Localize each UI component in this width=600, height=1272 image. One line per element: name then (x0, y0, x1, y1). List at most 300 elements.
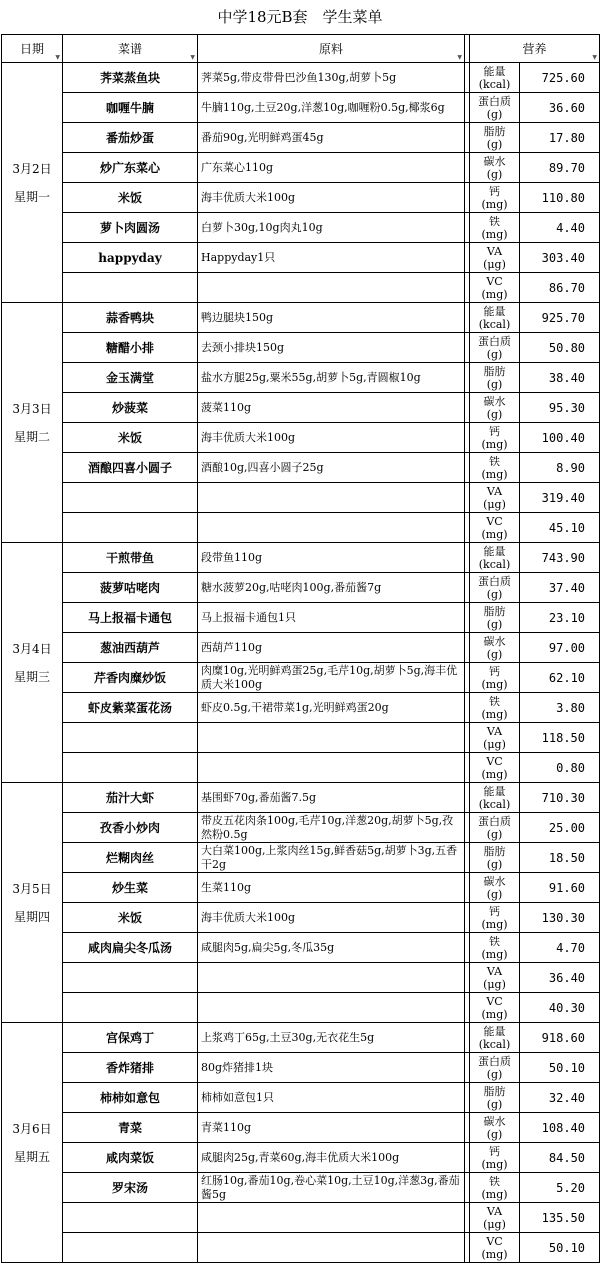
nutrient-name: 蛋白质 (478, 334, 511, 348)
nutrient-unit: (μg) (483, 497, 506, 511)
nutrient-name: VC (486, 274, 503, 288)
ingredient-cell[interactable]: 海丰优质大米100g (198, 903, 465, 933)
nutrient-name: VC (486, 1234, 503, 1248)
nutrient-label-cell[interactable] (470, 783, 520, 813)
ingredient-cell[interactable]: 荠菜5g,带皮带骨巴沙鱼130g,胡萝卜5g (198, 63, 465, 93)
dish-cell[interactable]: 荠菜蒸鱼块 (63, 63, 198, 93)
weekday-label: 星期二 (13, 429, 50, 444)
menu-row (2, 723, 600, 753)
day-cell[interactable] (2, 303, 63, 543)
ingredient-cell[interactable]: 广东菜心110g (198, 153, 465, 183)
nutrient-name: 蛋白质 (478, 574, 511, 588)
dish-cell[interactable]: 柿柿如意包 (63, 1083, 198, 1113)
nutrient-unit: (μg) (483, 737, 506, 751)
nutrient-name: 脂肪 (483, 844, 506, 858)
menu-row (2, 903, 600, 933)
nutrient-name: 碳水 (483, 634, 506, 648)
menu-row (2, 603, 600, 633)
nutrient-value-cell[interactable]: 50.10 (520, 1053, 600, 1083)
filter-icon[interactable]: ▼ (457, 54, 462, 61)
menu-row (2, 303, 600, 333)
header-dish[interactable]: 菜谱 ▼ (63, 35, 198, 63)
nutrient-unit: (mg) (481, 677, 508, 691)
ingredient-cell[interactable]: 牛腩110g,土豆20g,洋葱10g,咖喱粉0.5g,椰浆6g (198, 93, 465, 123)
ingredient-cell[interactable]: 肉糜10g,光明鲜鸡蛋25g,毛芹10g,胡萝卜5g,海丰优质大米100g (198, 663, 465, 693)
nutrient-label-cell[interactable] (470, 483, 520, 513)
nutrient-label-cell[interactable] (470, 1053, 520, 1083)
ingredient-cell[interactable]: 海丰优质大米100g (198, 183, 465, 213)
nutrient-label-cell[interactable] (470, 1233, 520, 1263)
nutrient-name: VC (486, 994, 503, 1008)
nutrient-name: 钙 (489, 904, 500, 918)
nutrient-label-cell[interactable] (470, 273, 520, 303)
menu-row (2, 873, 600, 903)
nutrient-value-cell[interactable]: 743.90 (520, 543, 600, 573)
nutrient-label-cell[interactable] (470, 573, 520, 603)
filter-icon[interactable]: ▼ (190, 54, 195, 61)
menu-row (2, 333, 600, 363)
dish-cell[interactable]: 米饭 (63, 183, 198, 213)
menu-table (1, 34, 600, 1263)
nutrient-value-cell[interactable]: 108.40 (520, 1113, 600, 1143)
menu-row (2, 153, 600, 183)
nutrient-value-cell[interactable]: 89.70 (520, 153, 600, 183)
nutrient-label-cell[interactable] (470, 363, 520, 393)
nutrient-label-cell[interactable] (470, 213, 520, 243)
header-nutrition[interactable]: 营养 ▼ (470, 35, 600, 63)
menu-row (2, 1143, 600, 1173)
nutrient-unit: (g) (486, 617, 503, 631)
dish-cell[interactable]: 马上报福卡通包 (63, 603, 198, 633)
nutrient-label-cell[interactable] (470, 873, 520, 903)
menu-row (2, 273, 600, 303)
nutrient-label-cell[interactable] (470, 633, 520, 663)
nutrient-name: VA (486, 244, 503, 258)
ingredient-cell[interactable]: Happyday1只 (198, 243, 465, 273)
nutrient-unit: (g) (486, 887, 503, 901)
menu-row (2, 483, 600, 513)
nutrient-unit: (mg) (481, 1157, 508, 1171)
dish-cell[interactable] (63, 1233, 198, 1263)
dish-cell[interactable]: 米饭 (63, 423, 198, 453)
dish-cell[interactable]: 咸肉扁尖冬瓜汤 (63, 933, 198, 963)
nutrient-name: 碳水 (483, 154, 506, 168)
nutrient-label-cell[interactable] (470, 843, 520, 873)
nutrient-name: 能量 (483, 544, 506, 558)
nutrient-name: 脂肪 (483, 604, 506, 618)
nutrient-unit: (g) (486, 1097, 503, 1111)
nutrient-value-cell[interactable]: 925.70 (520, 303, 600, 333)
dish-cell[interactable] (63, 1203, 198, 1233)
nutrient-unit: (μg) (483, 257, 506, 271)
nutrient-value-cell[interactable]: 725.60 (520, 63, 600, 93)
ingredient-cell[interactable]: 上浆鸡丁65g,土豆30g,无衣花生5g (198, 1023, 465, 1053)
ingredient-cell[interactable]: 鸭边腿块150g (198, 303, 465, 333)
menu-row (2, 543, 600, 573)
ingredient-cell[interactable] (198, 483, 465, 513)
nutrient-value-cell[interactable]: 50.80 (520, 333, 600, 363)
nutrient-name: 铁 (489, 934, 500, 948)
menu-row (2, 423, 600, 453)
nutrient-value-cell[interactable]: 84.50 (520, 1143, 600, 1173)
nutrient-value-cell[interactable]: 135.50 (520, 1203, 600, 1233)
weekday-label: 星期五 (13, 1149, 50, 1164)
nutrient-label-cell[interactable] (470, 1173, 520, 1203)
nutrient-name: 钙 (489, 1144, 500, 1158)
ingredient-cell[interactable]: 去颈小排块150g (198, 333, 465, 363)
ingredient-cell[interactable]: 带皮五花肉条100g,毛芹10g,洋葱20g,胡萝卜5g,孜然粉0.5g (198, 813, 465, 843)
page-title: 中学18元B套 学生菜单 (217, 8, 383, 26)
nutrient-value-cell[interactable]: 4.70 (520, 933, 600, 963)
nutrient-value-cell[interactable]: 5.20 (520, 1173, 600, 1203)
dish-cell[interactable]: 虾皮紫菜蛋花汤 (63, 693, 198, 723)
nutrient-value-cell[interactable]: 319.40 (520, 483, 600, 513)
dish-cell[interactable]: 香炸猪排 (63, 1053, 198, 1083)
nutrient-unit: (kcal) (478, 797, 511, 811)
dish-cell[interactable]: 菠萝咕咾肉 (63, 573, 198, 603)
date-label: 3月6日 (12, 1121, 52, 1136)
nutrient-name: 蛋白质 (478, 1054, 511, 1068)
menu-row (2, 363, 600, 393)
dish-cell[interactable] (63, 273, 198, 303)
menu-row (2, 1053, 600, 1083)
dish-cell[interactable]: 青菜 (63, 1113, 198, 1143)
nutrient-name: 钙 (489, 424, 500, 438)
ingredient-cell[interactable]: 红肠10g,番茄10g,卷心菜10g,土豆10g,洋葱3g,番茄酱5g (198, 1173, 465, 1203)
filter-icon[interactable]: ▼ (55, 54, 60, 61)
dish-cell[interactable]: 炒生菜 (63, 873, 198, 903)
nutrient-name: 能量 (483, 1024, 506, 1038)
nutrient-label-cell[interactable] (470, 423, 520, 453)
nutrient-label-cell[interactable] (470, 183, 520, 213)
nutrient-value-cell[interactable]: 710.30 (520, 783, 600, 813)
ingredient-cell[interactable] (198, 513, 465, 543)
ingredient-cell[interactable]: 酒酿10g,四喜小圆子25g (198, 453, 465, 483)
nutrient-label-cell[interactable] (470, 513, 520, 543)
dish-cell[interactable]: 孜香小炒肉 (63, 813, 198, 843)
nutrient-unit: (mg) (481, 227, 508, 241)
menu-row (2, 1083, 600, 1113)
nutrient-unit: (g) (486, 137, 503, 151)
nutrient-label-cell[interactable] (470, 123, 520, 153)
nutrient-unit: (g) (486, 407, 503, 421)
nutrient-name: 碳水 (483, 1114, 506, 1128)
dish-cell[interactable]: 宫保鸡丁 (63, 1023, 198, 1053)
ingredient-cell[interactable]: 基围虾70g,番茄酱7.5g (198, 783, 465, 813)
nutrient-value-cell[interactable]: 36.40 (520, 963, 600, 993)
dish-cell[interactable]: 芹香肉糜炒饭 (63, 663, 198, 693)
nutrient-name: 钙 (489, 664, 500, 678)
nutrient-value-cell[interactable]: 36.60 (520, 93, 600, 123)
nutrient-unit: (g) (486, 647, 503, 661)
ingredient-cell[interactable]: 海丰优质大米100g (198, 423, 465, 453)
nutrient-label-cell[interactable] (470, 693, 520, 723)
nutrient-value-cell[interactable]: 118.50 (520, 723, 600, 753)
dish-cell[interactable]: 罗宋汤 (63, 1173, 198, 1203)
nutrient-unit: (g) (486, 107, 503, 121)
nutrient-name: 铁 (489, 454, 500, 468)
nutrient-unit: (mg) (481, 197, 508, 211)
nutrient-label-cell[interactable] (470, 1023, 520, 1053)
nutrient-unit: (g) (486, 827, 503, 841)
menu-row (2, 453, 600, 483)
nutrient-unit: (kcal) (478, 557, 511, 571)
nutrient-label-cell[interactable] (470, 723, 520, 753)
ingredient-cell[interactable]: 咸腿肉25g,青菜60g,海丰优质大米100g (198, 1143, 465, 1173)
nutrient-label-cell[interactable] (470, 1203, 520, 1233)
nutrient-unit: (mg) (481, 527, 508, 541)
nutrient-unit: (g) (486, 857, 503, 871)
nutrient-value-cell[interactable]: 37.40 (520, 573, 600, 603)
nutrient-name: 脂肪 (483, 124, 506, 138)
nutrient-value-cell[interactable]: 303.40 (520, 243, 600, 273)
dish-cell[interactable] (63, 963, 198, 993)
menu-row (2, 63, 600, 93)
menu-row (2, 213, 600, 243)
filter-icon[interactable]: ▼ (592, 54, 598, 61)
nutrient-value-cell[interactable]: 0.80 (520, 753, 600, 783)
menu-row (2, 1113, 600, 1143)
menu-row (2, 1203, 600, 1233)
nutrient-name: 铁 (489, 694, 500, 708)
date-label: 3月2日 (12, 161, 52, 176)
nutrient-name: 碳水 (483, 874, 506, 888)
nutrient-name: VA (486, 724, 503, 738)
nutrient-name: 能量 (483, 304, 506, 318)
ingredient-cell[interactable]: 生菜110g (198, 873, 465, 903)
dish-cell[interactable] (63, 993, 198, 1023)
ingredient-cell[interactable]: 大白菜100g,上浆肉丝15g,鲜香菇5g,胡萝卜3g,五香干2g (198, 843, 465, 873)
weekday-label: 星期一 (13, 189, 50, 204)
dish-cell[interactable]: 炒菠菜 (63, 393, 198, 423)
nutrient-unit: (mg) (481, 947, 508, 961)
menu-row (2, 663, 600, 693)
ingredient-cell[interactable]: 段带鱼110g (198, 543, 465, 573)
nutrient-name: VA (486, 484, 503, 498)
nutrient-value-cell[interactable]: 130.30 (520, 903, 600, 933)
nutrient-unit: (g) (486, 377, 503, 391)
nutrient-unit: (g) (486, 167, 503, 181)
nutrient-value-cell[interactable]: 38.40 (520, 363, 600, 393)
header-ingredients[interactable]: 原料 ▼ (198, 35, 465, 63)
nutrient-label-cell[interactable] (470, 543, 520, 573)
dish-cell[interactable]: 干煎带鱼 (63, 543, 198, 573)
dish-cell[interactable]: 蒜香鸭块 (63, 303, 198, 333)
nutrient-value-cell[interactable]: 95.30 (520, 393, 600, 423)
nutrient-value-cell[interactable]: 40.30 (520, 993, 600, 1023)
dish-cell[interactable]: 咸肉菜饭 (63, 1143, 198, 1173)
menu-row (2, 813, 600, 843)
ingredient-cell[interactable]: 盐水方腿25g,粟米55g,胡萝卜5g,青圆椒10g (198, 363, 465, 393)
nutrient-label-cell[interactable] (470, 453, 520, 483)
nutrient-label-cell[interactable] (470, 1143, 520, 1173)
weekday-label: 星期三 (13, 669, 50, 684)
date-label: 3月4日 (12, 641, 52, 656)
nutrient-label-cell[interactable] (470, 603, 520, 633)
nutrient-label-cell[interactable] (470, 903, 520, 933)
menu-row (2, 243, 600, 273)
nutrient-unit: (mg) (481, 767, 508, 781)
nutrient-name: 脂肪 (483, 1084, 506, 1098)
menu-row (2, 843, 600, 873)
weekday-label: 星期四 (13, 909, 50, 924)
ingredient-cell[interactable]: 糖水菠萝20g,咕咾肉100g,番茄酱7g (198, 573, 465, 603)
nutrient-unit: (mg) (481, 287, 508, 301)
menu-row (2, 513, 600, 543)
menu-row (2, 1023, 600, 1053)
dish-cell[interactable]: happyday (63, 243, 198, 273)
nutrient-unit: (kcal) (478, 317, 511, 331)
nutrient-unit: (mg) (481, 1007, 508, 1021)
nutrient-label-cell[interactable] (470, 993, 520, 1023)
nutrient-name: 铁 (489, 214, 500, 228)
nutrient-value-cell[interactable]: 23.10 (520, 603, 600, 633)
nutrient-unit: (mg) (481, 467, 508, 481)
nutrient-label-cell[interactable] (470, 663, 520, 693)
nutrient-value-cell[interactable]: 8.90 (520, 453, 600, 483)
nutrient-value-cell[interactable]: 91.60 (520, 873, 600, 903)
ingredient-cell[interactable]: 青菜110g (198, 1113, 465, 1143)
dish-cell[interactable] (63, 723, 198, 753)
dish-cell[interactable]: 葱油西葫芦 (63, 633, 198, 663)
menu-row (2, 1233, 600, 1263)
nutrient-unit: (mg) (481, 1247, 508, 1261)
nutrient-value-cell[interactable]: 50.10 (520, 1233, 600, 1263)
ingredient-cell[interactable]: 虾皮0.5g,干裙带菜1g,光明鲜鸡蛋20g (198, 693, 465, 723)
nutrient-unit: (kcal) (478, 1037, 511, 1051)
nutrient-label-cell[interactable] (470, 153, 520, 183)
ingredient-cell[interactable]: 80g炸猪排1块 (198, 1053, 465, 1083)
nutrient-label-cell[interactable] (470, 63, 520, 93)
dish-cell[interactable]: 番茄炒蛋 (63, 123, 198, 153)
header-row (2, 35, 600, 63)
day-cell[interactable] (2, 783, 63, 1023)
ingredient-cell[interactable] (198, 1233, 465, 1263)
menu-row (2, 783, 600, 813)
date-label: 3月5日 (12, 881, 52, 896)
ingredient-cell[interactable]: 咸腿肉5g,扁尖5g,冬瓜35g (198, 933, 465, 963)
nutrient-label-cell[interactable] (470, 963, 520, 993)
nutrient-label-cell[interactable] (470, 393, 520, 423)
nutrient-name: VA (486, 964, 503, 978)
nutrient-name: 蛋白质 (478, 814, 511, 828)
nutrient-label-cell[interactable] (470, 243, 520, 273)
nutrient-label-cell[interactable] (470, 303, 520, 333)
nutrient-value-cell[interactable]: 45.10 (520, 513, 600, 543)
dish-cell[interactable]: 金玉满堂 (63, 363, 198, 393)
nutrient-name: 能量 (483, 64, 506, 78)
nutrient-unit: (g) (486, 1067, 503, 1081)
nutrient-value-cell[interactable]: 18.50 (520, 843, 600, 873)
nutrient-value-cell[interactable]: 918.60 (520, 1023, 600, 1053)
nutrient-value-cell[interactable]: 86.70 (520, 273, 600, 303)
dish-cell[interactable]: 茄汁大虾 (63, 783, 198, 813)
ingredient-cell[interactable] (198, 1203, 465, 1233)
dish-cell[interactable] (63, 513, 198, 543)
menu-row (2, 183, 600, 213)
menu-row (2, 633, 600, 663)
menu-row (2, 993, 600, 1023)
nutrient-name: 能量 (483, 784, 506, 798)
nutrient-name: 蛋白质 (478, 94, 511, 108)
nutrient-value-cell[interactable]: 62.10 (520, 663, 600, 693)
dish-cell[interactable]: 烂糊肉丝 (63, 843, 198, 873)
dish-cell[interactable]: 炒广东菜心 (63, 153, 198, 183)
nutrient-value-cell[interactable]: 4.40 (520, 213, 600, 243)
nutrient-label-cell[interactable] (470, 333, 520, 363)
nutrient-unit: (mg) (481, 1187, 508, 1201)
dish-cell[interactable]: 糖醋小排 (63, 333, 198, 363)
ingredient-cell[interactable]: 柿柿如意包1只 (198, 1083, 465, 1113)
ingredient-cell[interactable] (198, 273, 465, 303)
menu-row (2, 393, 600, 423)
nutrient-label-cell[interactable] (470, 753, 520, 783)
ingredient-cell[interactable]: 菠菜110g (198, 393, 465, 423)
nutrient-name: 铁 (489, 1174, 500, 1188)
dish-cell[interactable] (63, 753, 198, 783)
ingredient-cell[interactable]: 西葫芦110g (198, 633, 465, 663)
ingredient-cell[interactable] (198, 963, 465, 993)
day-cell[interactable] (2, 1023, 63, 1263)
ingredient-cell[interactable]: 白萝卜30g,10g肉丸10g (198, 213, 465, 243)
ingredient-cell[interactable]: 马上报福卡通包1只 (198, 603, 465, 633)
menu-row (2, 933, 600, 963)
ingredient-cell[interactable]: 番茄90g,光明鲜鸡蛋45g (198, 123, 465, 153)
menu-row (2, 573, 600, 603)
nutrient-label-cell[interactable] (470, 1113, 520, 1143)
nutrient-label-cell[interactable] (470, 1083, 520, 1113)
menu-row (2, 963, 600, 993)
nutrient-value-cell[interactable]: 17.80 (520, 123, 600, 153)
nutrient-unit: (g) (486, 1127, 503, 1141)
day-cell[interactable] (2, 543, 63, 783)
nutrient-unit: (mg) (481, 707, 508, 721)
nutrient-label-cell[interactable] (470, 93, 520, 123)
ingredient-cell[interactable] (198, 753, 465, 783)
nutrient-label-cell[interactable] (470, 813, 520, 843)
nutrient-name: VC (486, 514, 503, 528)
menu-row (2, 93, 600, 123)
nutrient-unit: (μg) (483, 1217, 506, 1231)
menu-row (2, 753, 600, 783)
nutrient-name: 碳水 (483, 394, 506, 408)
nutrient-value-cell[interactable]: 32.40 (520, 1083, 600, 1113)
nutrient-value-cell[interactable]: 25.00 (520, 813, 600, 843)
nutrient-unit: (mg) (481, 917, 508, 931)
nutrient-value-cell[interactable]: 110.80 (520, 183, 600, 213)
dish-cell[interactable]: 萝卜肉圆汤 (63, 213, 198, 243)
ingredient-cell[interactable] (198, 723, 465, 753)
ingredient-cell[interactable] (198, 993, 465, 1023)
nutrient-unit: (μg) (483, 977, 506, 991)
nutrient-name: 脂肪 (483, 364, 506, 378)
menu-row (2, 1173, 600, 1203)
nutrient-value-cell[interactable]: 100.40 (520, 423, 600, 453)
dish-cell[interactable] (63, 483, 198, 513)
nutrient-unit: (mg) (481, 437, 508, 451)
nutrient-unit: (g) (486, 347, 503, 361)
day-cell[interactable] (2, 63, 63, 303)
nutrient-value-cell[interactable]: 97.00 (520, 633, 600, 663)
nutrient-value-cell[interactable]: 3.80 (520, 693, 600, 723)
dish-cell[interactable]: 酒酿四喜小圆子 (63, 453, 198, 483)
nutrient-label-cell[interactable] (470, 933, 520, 963)
dish-cell[interactable]: 米饭 (63, 903, 198, 933)
dish-cell[interactable]: 咖喱牛腩 (63, 93, 198, 123)
header-date[interactable]: 日期 ▼ (2, 35, 63, 63)
nutrient-unit: (kcal) (478, 77, 511, 91)
nutrient-name: VC (486, 754, 503, 768)
